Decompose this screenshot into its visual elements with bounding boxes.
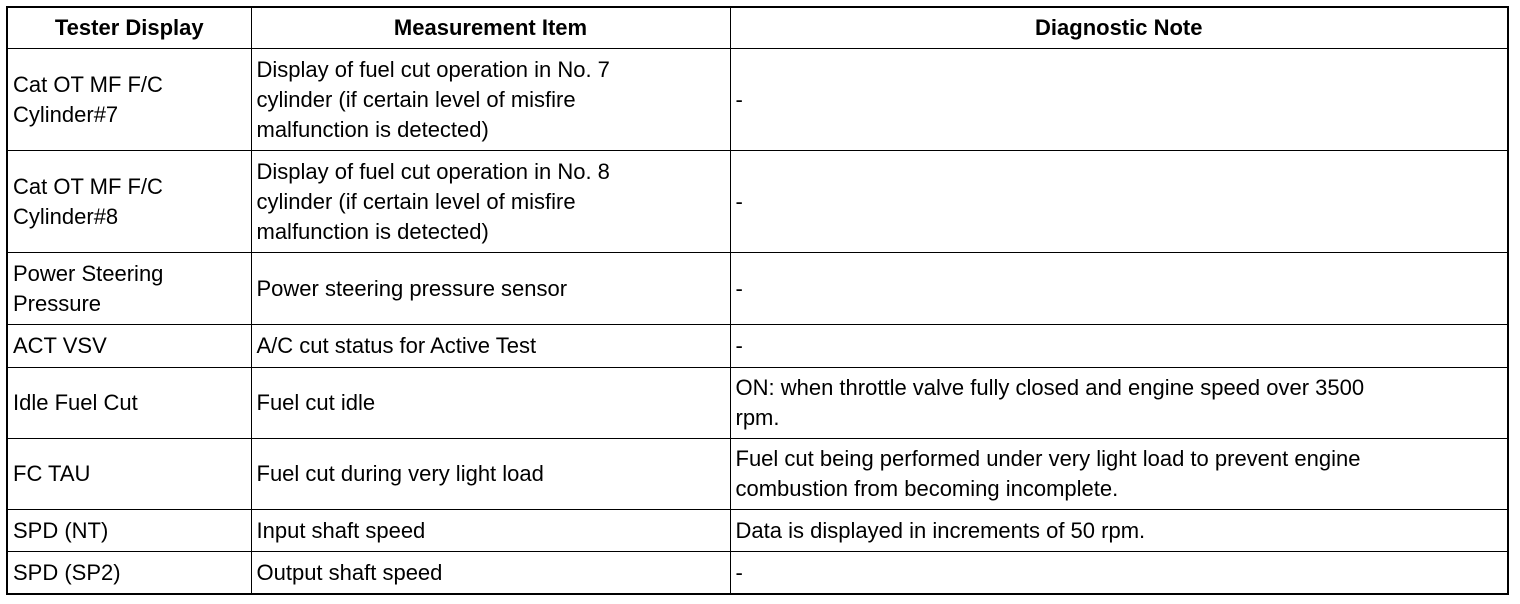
diagnostic-table <box>6 6 1509 595</box>
cell-diagnostic-note: - <box>730 49 1508 151</box>
cell-measurement-item: Display of fuel cut operation in No. 8 cylinder (if certain level of misfire malfunction is detected) <box>251 151 730 253</box>
table-row <box>7 253 1508 325</box>
cell-diagnostic-note: - <box>730 325 1508 368</box>
cell-diagnostic-note: Fuel cut being performed under very light load to prevent engine combustion from becoming incomplete. <box>730 439 1508 510</box>
cell-tester-display: SPD (NT) <box>7 510 251 552</box>
cell-tester-display: SPD (SP2) <box>7 552 251 595</box>
cell-tester-display: FC TAU <box>7 439 251 510</box>
cell-tester-display: ACT VSV <box>7 325 251 368</box>
cell-tester-display: Power Steering Pressure <box>7 253 251 325</box>
table-row <box>7 49 1508 151</box>
cell-measurement-item: Input shaft speed <box>251 510 730 552</box>
cell-measurement-item: Output shaft speed <box>251 552 730 595</box>
table-row <box>7 552 1508 595</box>
cell-measurement-item: Fuel cut idle <box>251 368 730 439</box>
cell-diagnostic-note: Data is displayed in increments of 50 rpm. <box>730 510 1508 552</box>
cell-measurement-item: Display of fuel cut operation in No. 7 cylinder (if certain level of misfire malfunction is detected) <box>251 49 730 151</box>
cell-diagnostic-note: ON: when throttle valve fully closed and engine speed over 3500 rpm. <box>730 368 1508 439</box>
cell-diagnostic-note: - <box>730 151 1508 253</box>
column-header-measurement-item: Measurement Item <box>251 7 730 49</box>
cell-tester-display: Cat OT MF F/C Cylinder#7 <box>7 49 251 151</box>
cell-measurement-item: Power steering pressure sensor <box>251 253 730 325</box>
table-header-row <box>7 7 1508 49</box>
table-row <box>7 325 1508 368</box>
column-header-diagnostic-note: Diagnostic Note <box>730 7 1508 49</box>
cell-diagnostic-note: - <box>730 253 1508 325</box>
cell-tester-display: Cat OT MF F/C Cylinder#8 <box>7 151 251 253</box>
cell-measurement-item: Fuel cut during very light load <box>251 439 730 510</box>
table-row <box>7 368 1508 439</box>
cell-diagnostic-note: - <box>730 552 1508 595</box>
cell-measurement-item: A/C cut status for Active Test <box>251 325 730 368</box>
cell-tester-display: Idle Fuel Cut <box>7 368 251 439</box>
table-row <box>7 510 1508 552</box>
column-header-tester-display: Tester Display <box>7 7 251 49</box>
table-row <box>7 151 1508 253</box>
table-row <box>7 439 1508 510</box>
